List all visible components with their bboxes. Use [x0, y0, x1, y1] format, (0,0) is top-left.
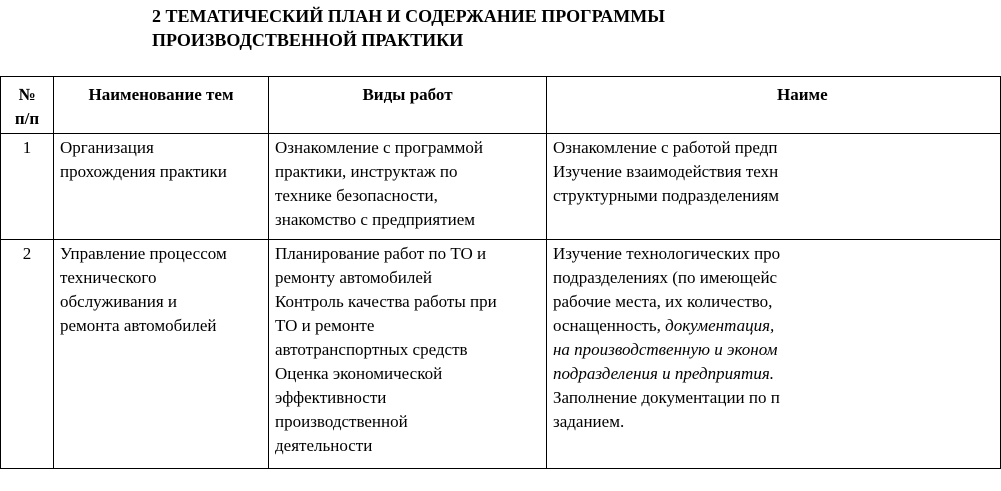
name-line: рабочие места, их количество, [553, 292, 773, 311]
name-text-italic: , документация, [656, 316, 775, 335]
topic-line: Управление процессом [60, 244, 227, 263]
topic-line: Организация [60, 138, 154, 157]
header-number [1, 77, 54, 134]
name-line [553, 314, 994, 338]
name-line: подразделениях (по имеющейс [553, 268, 778, 287]
name-text: оснащенность [553, 316, 657, 335]
name-line: заданием. [553, 412, 625, 431]
header-row [1, 77, 1001, 134]
header-number-line-1: № [18, 85, 36, 104]
row-work [269, 240, 547, 469]
header-work-types: Виды работ [269, 77, 547, 134]
name-line-italic: подразделения и предприятия. [553, 364, 774, 383]
row-topic [54, 134, 269, 240]
work-line: практики, инструктаж по [275, 162, 458, 181]
row-name [547, 240, 1001, 469]
table-row [1, 240, 1001, 469]
work-line: Контроль качества работы при [275, 292, 497, 311]
work-line: Планирование работ по ТО и [275, 244, 487, 263]
header-topic: Наименование тем [54, 77, 269, 134]
topic-line: технического [60, 268, 157, 287]
work-line: эффективности [275, 388, 387, 407]
title-line-1: 2 ТЕМАТИЧЕСКИЙ ПЛАН И СОДЕРЖАНИЕ ПРОГРАММЫ [152, 6, 665, 26]
name-line-italic: на производственную и эконом [553, 340, 778, 359]
topic-line: прохождения практики [60, 162, 227, 181]
title-line-2: ПРОИЗВОДСТВЕННОЙ ПРАКТИКИ [152, 30, 464, 50]
name-line: Ознакомление с работой предп [553, 138, 778, 157]
topic-line: ремонта автомобилей [60, 316, 217, 335]
header-name: Наиме [547, 77, 1001, 134]
work-line: деятельности [275, 436, 373, 455]
name-line: Изучение взаимодействия техн [553, 162, 779, 181]
row-topic [54, 240, 269, 469]
work-line: производственной [275, 412, 408, 431]
work-line: Ознакомление с программой [275, 138, 484, 157]
work-line: автотранспортных средств [275, 340, 468, 359]
work-line: Оценка экономической [275, 364, 443, 383]
thematic-plan-table [0, 76, 1001, 469]
table-row [1, 134, 1001, 240]
topic-line: обслуживания и [60, 292, 178, 311]
row-work [269, 134, 547, 240]
name-line: Изучение технологических про [553, 244, 781, 263]
header-number-line-2: п/п [14, 109, 40, 128]
work-line: технике безопасности, [275, 186, 438, 205]
row-number: 2 [1, 240, 54, 469]
work-line: ТО и ремонте [275, 316, 375, 335]
row-name [547, 134, 1001, 240]
work-line: ремонту автомобилей [275, 268, 433, 287]
work-line: знакомство с предприятием [275, 210, 476, 229]
row-number: 1 [1, 134, 54, 240]
name-line: структурными подразделениям [553, 186, 780, 205]
document-title [152, 4, 792, 52]
name-line: Заполнение документации по п [553, 388, 780, 407]
